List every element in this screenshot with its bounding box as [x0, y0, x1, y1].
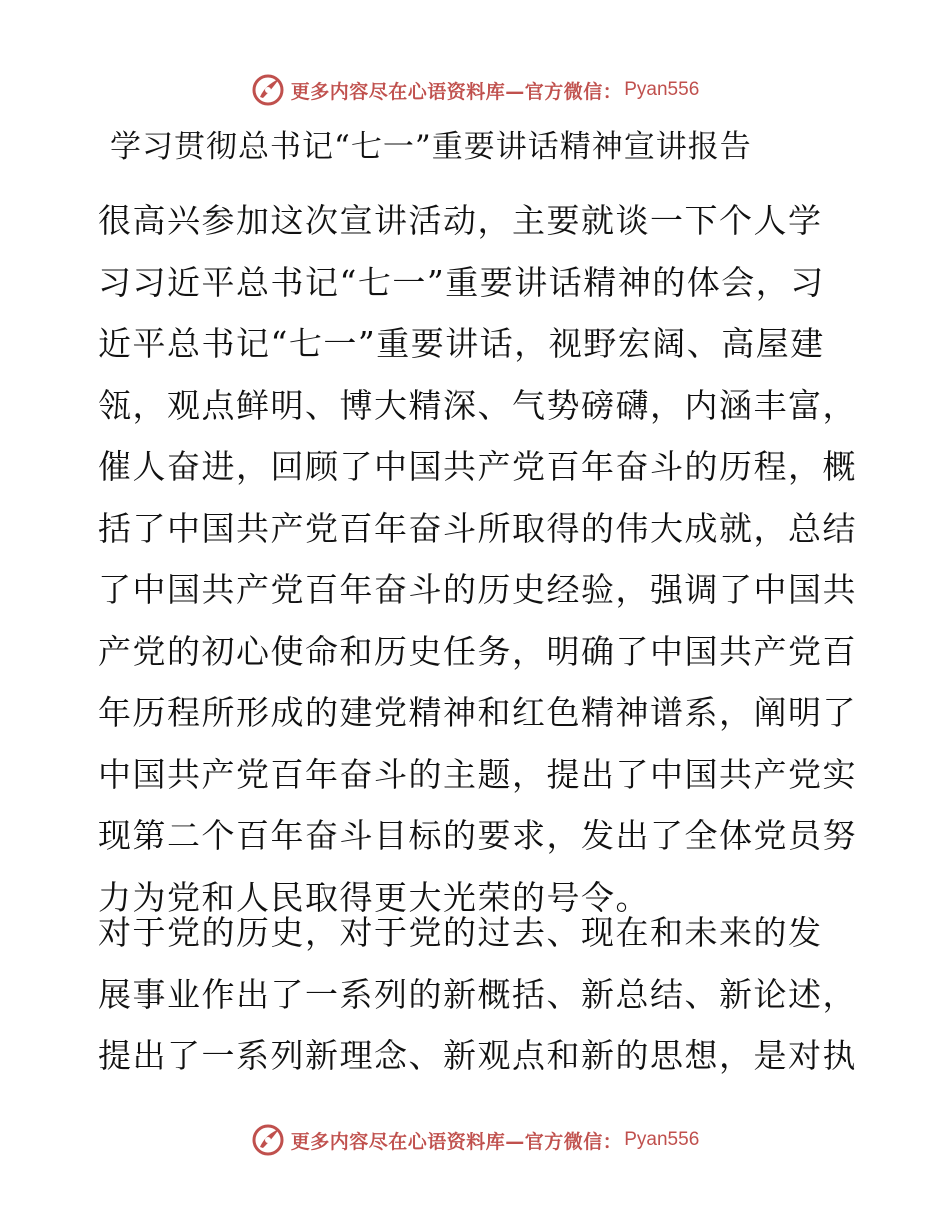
text-line: 对于党的历史，对于党的过去、现在和未来的发 — [98, 913, 823, 952]
quill-logo-icon — [251, 73, 285, 107]
text-line: 产党的初心使命和历史任务，明确了中国共产党百 — [98, 631, 857, 671]
text-line: 提出了一系列新理念、新观点和新的思想，是对执 — [98, 1036, 857, 1075]
watermark-handle: Pyan556 — [624, 79, 700, 100]
text-line: 中国共产党百年奋斗的主题，提出了中国共产党实 — [98, 754, 857, 794]
watermark-handle: Pyan556 — [624, 1129, 700, 1150]
text-line: 瓴，观点鲜明、博大精深、气势磅礴，内涵丰富， — [98, 385, 857, 425]
text-line: 展事业作出了一系列的新概括、新总结、新论述， — [98, 974, 857, 1014]
text-line: 了中国共产党百年奋斗的历史经验，强调了中国共 — [98, 570, 857, 609]
watermark-text: 更多内容尽在心语资料库—官方微信： — [290, 80, 623, 103]
footer-watermark — [0, 1120, 950, 1160]
document-title: 学习贯彻总书记“七一”重要讲话精神宣讲报告 — [110, 129, 752, 165]
paragraph-1 — [98, 190, 857, 928]
paragraph-2 — [98, 902, 857, 1087]
text-line: 括了中国共产党百年奋斗所取得的伟大成就，总结 — [98, 508, 857, 548]
text-line: 力为党和人民取得更大光荣的号令。 — [98, 877, 650, 917]
quill-logo-icon — [251, 1123, 285, 1157]
text-line: 近平总书记“七一”重要讲话，视野宏阔、高屋建 — [98, 324, 825, 363]
header-watermark — [0, 70, 950, 110]
text-line: 年历程所形成的建党精神和红色精神谱系，阐明了 — [98, 693, 857, 732]
text-line: 催人奋进，回顾了中国共产党百年奋斗的历程，概 — [98, 447, 857, 486]
text-line: 现第二个百年奋斗目标的要求，发出了全体党员努 — [98, 816, 857, 855]
text-line: 很高兴参加这次宣讲活动，主要就谈一下个人学 — [98, 201, 823, 240]
text-line: 习习近平总书记“七一”重要讲话精神的体会，习 — [98, 262, 825, 302]
watermark-text: 更多内容尽在心语资料库—官方微信： — [290, 1130, 623, 1153]
